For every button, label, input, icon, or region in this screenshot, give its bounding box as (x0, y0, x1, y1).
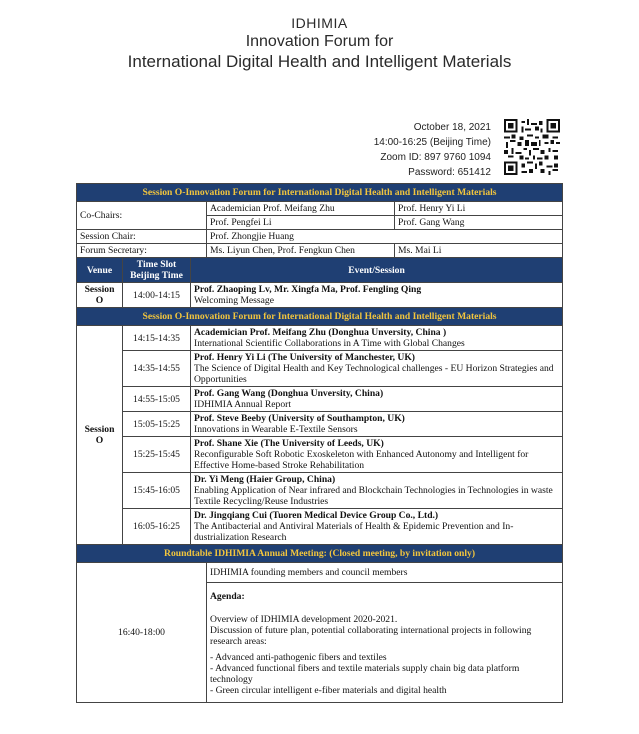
welcome-venue: Session O (77, 283, 123, 308)
session-chair-row (77, 230, 563, 244)
talk-title: International Scientific Collaborations in A Time with Global Changes (194, 338, 465, 349)
welcome-row (77, 283, 563, 308)
talk-time: 14:15-14:35 (123, 326, 191, 351)
session-band-row (77, 184, 563, 202)
welcome-time: 14:00-14:15 (123, 283, 191, 308)
meeting-info (374, 120, 491, 180)
roundtable-time: 16:40-18:00 (77, 563, 207, 703)
venue-header: Venue (77, 258, 123, 283)
secretary-row (77, 244, 563, 258)
column-header-row (77, 258, 563, 283)
agenda-line: - Advanced functional fibers and textile materials supply chain big data platform technology (210, 663, 520, 685)
talk-time: 15:45-16:05 (123, 473, 191, 509)
session-band: Session O-Innovation Forum for International Digital Health and Intelligent Materials (77, 184, 563, 202)
session-chair-label: Session Chair: (77, 230, 207, 244)
talk-speaker: Prof. Henry Yi Li (The University of Manchester, UK) (194, 352, 415, 363)
table-row (77, 387, 563, 412)
cochair-3: Prof. Pengfei Li (207, 216, 395, 230)
agenda-line: - Green circular intelligent e-fiber materials and digital health (210, 685, 447, 696)
session-venue: Session O (77, 326, 123, 545)
meeting-date: October 18, 2021 (413, 122, 491, 133)
talk-title: Enabling Application of Near infrared and Blockchain Technologies in Technologies in waste Textile Recycling/Reuse Industries (194, 485, 553, 507)
table-row (77, 473, 563, 509)
session-band-row (77, 308, 563, 326)
cochair-2: Prof. Henry Yi Li (395, 202, 563, 216)
qr-code-icon (504, 119, 560, 175)
agenda-line: - Advanced anti-pathogenic fibers and textiles (210, 652, 387, 663)
table-row (77, 326, 563, 351)
talk-time: 15:25-15:45 (123, 437, 191, 473)
roundtable-members: IDHIMIA founding members and council members (207, 563, 563, 583)
talk-speaker: Prof. Shane Xie (The University of Leeds, UK) (194, 438, 384, 449)
talk-event (191, 437, 563, 473)
table-row (77, 412, 563, 437)
cochairs-label: Co-Chairs: (77, 202, 207, 230)
talk-speaker: Dr. Yi Meng (Haier Group, China) (194, 474, 336, 485)
talk-event (191, 351, 563, 387)
agenda-line: Overview of IDHIMIA development 2020-2021. (210, 614, 398, 625)
welcome-event (191, 283, 563, 308)
table-row (77, 437, 563, 473)
talk-title: Reconfigurable Soft Robotic Exoskeleton with Enhanced Autonomy and Intelligent for Effective Home-based Stroke Rehabilitation (194, 449, 529, 471)
time-header (123, 258, 191, 283)
session-chair: Prof. Zhongjie Huang (207, 230, 563, 244)
talk-speaker: Dr. Jingqiang Cui (Tuoren Medical Device Group Co., Ltd.) (194, 510, 439, 521)
session-band: Session O-Innovation Forum for International Digital Health and Intelligent Materials (77, 308, 563, 326)
time-header-line-1: Time Slot (136, 259, 177, 270)
org-title: IDHIMIA (291, 15, 348, 31)
welcome-speakers: Prof. Zhaoping Lv, Mr. Xingfa Ma, Prof. Fengling Qing (194, 284, 422, 295)
talk-time: 14:35-14:55 (123, 351, 191, 387)
schedule-table (76, 183, 563, 703)
cochair-4: Prof. Gang Wang (395, 216, 563, 230)
talk-speaker: Academician Prof. Meifang Zhu (Donghua Unversity, China ) (194, 327, 447, 338)
talk-time: 16:05-16:25 (123, 509, 191, 545)
zoom-password: Password: 651412 (408, 167, 491, 178)
talk-time: 15:05-15:25 (123, 412, 191, 437)
zoom-id: Zoom ID: 897 9760 1094 (380, 152, 491, 163)
talk-event (191, 412, 563, 437)
talk-event (191, 387, 563, 412)
cochair-1: Academician Prof. Meifang Zhu (207, 202, 395, 216)
talk-title: IDHIMIA Annual Report (194, 399, 291, 410)
welcome-title: Welcoming Message (194, 295, 274, 306)
talk-event (191, 326, 563, 351)
time-header-line-2: Beijing Time (130, 270, 183, 281)
cochairs-row (77, 202, 563, 216)
talk-title: Innovations in Wearable E-Textile Sensors (194, 424, 358, 435)
agenda-label: Agenda: (210, 591, 245, 602)
forum-title-line-2: International Digital Health and Intelligent Materials (127, 52, 512, 71)
table-row (77, 509, 563, 545)
talk-speaker: Prof. Steve Beeby (University of Southampton, UK) (194, 413, 405, 424)
table-row (77, 351, 563, 387)
talk-title: The Antibacterial and Antiviral Materials of Health & Epidemic Prevention and In-dustrialization Research (194, 521, 514, 543)
talk-speaker: Prof. Gang Wang (Donghua Unversity, China) (194, 388, 384, 399)
roundtable-band: Roundtable IDHIMIA Annual Meeting: (Closed meeting, by invitation only) (77, 545, 563, 563)
talk-event (191, 509, 563, 545)
meeting-time: 14:00-16:25 (Beijing Time) (373, 137, 491, 148)
talk-title: The Science of Digital Health and Key Technological challenges - EU Horizon Strategies and Opportunities (194, 363, 554, 385)
forum-title-line-1: Innovation Forum for (245, 33, 394, 50)
secretary-2: Ms. Mai Li (395, 244, 563, 258)
roundtable-agenda (207, 583, 563, 703)
agenda-line: Discussion of future plan, potential collaborating international projects in following research areas: (210, 625, 532, 647)
roundtable-band-row (77, 545, 563, 563)
event-header: Event/Session (191, 258, 563, 283)
secretary-1: Ms. Liyun Chen, Prof. Fengkun Chen (207, 244, 395, 258)
roundtable-members-row (77, 563, 563, 583)
secretary-label: Forum Secretary: (77, 244, 207, 258)
talk-event (191, 473, 563, 509)
talk-time: 14:55-15:05 (123, 387, 191, 412)
